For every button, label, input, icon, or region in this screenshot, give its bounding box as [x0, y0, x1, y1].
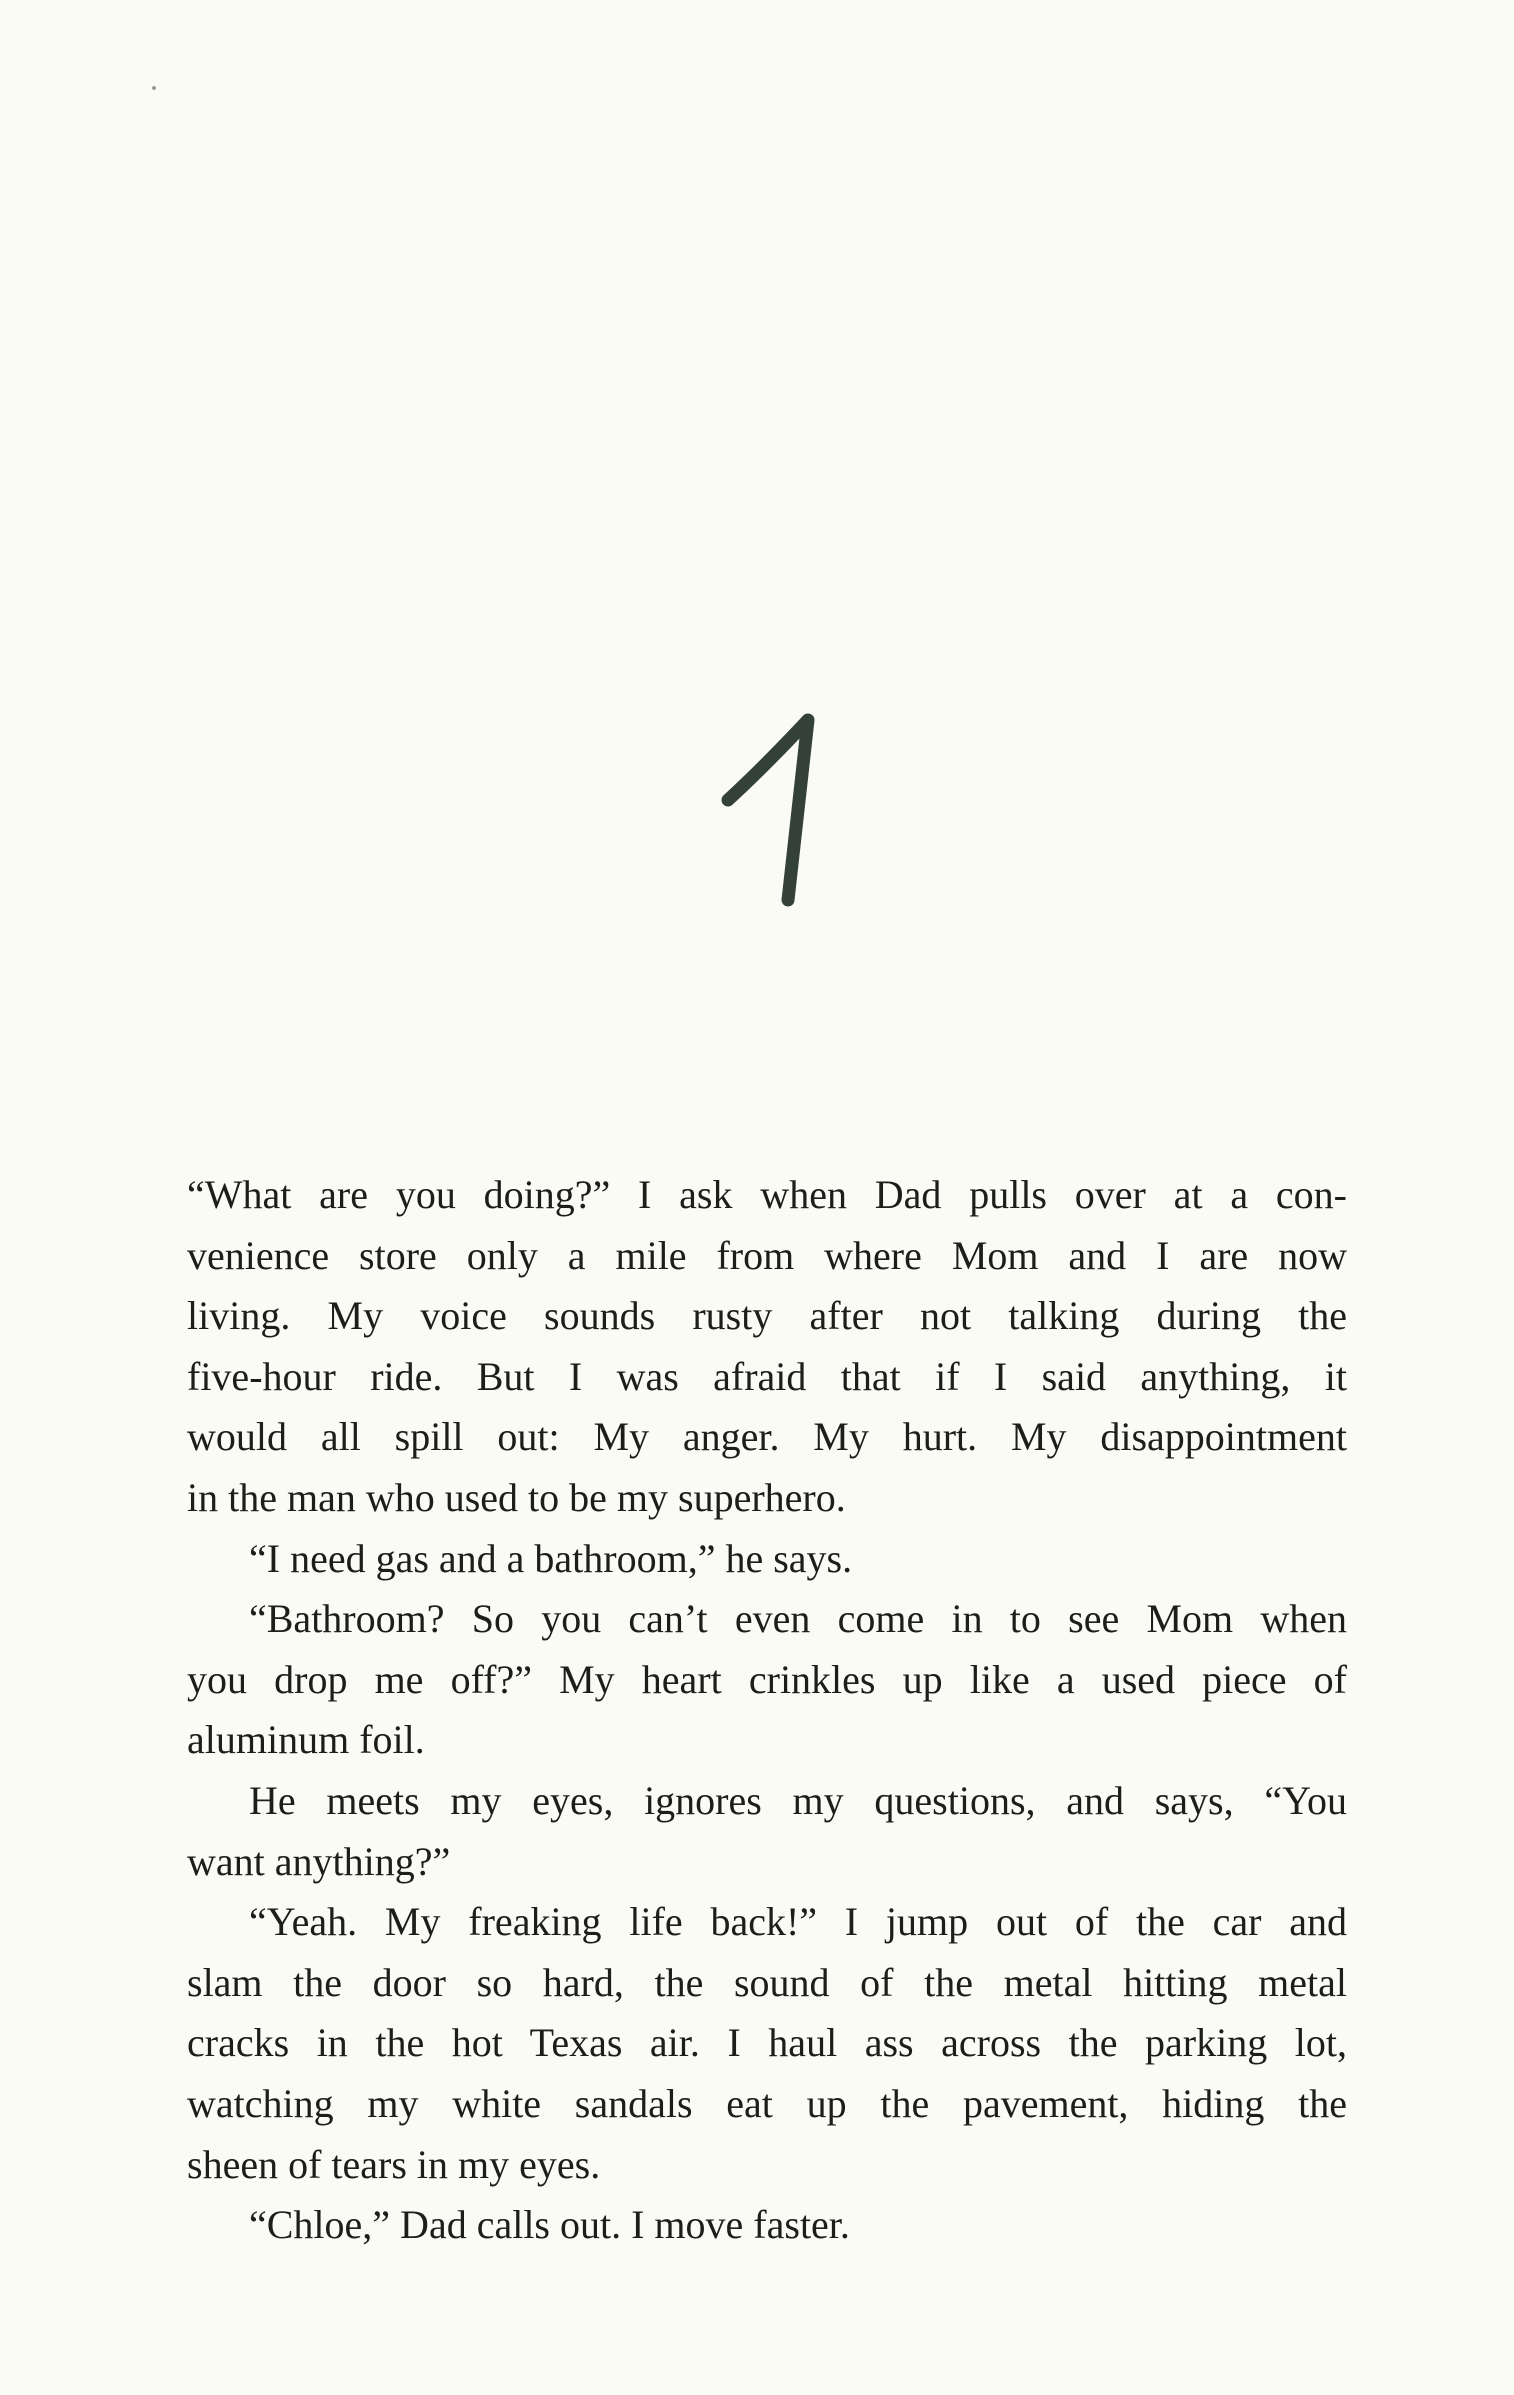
- chapter-number: [700, 700, 840, 920]
- text-line: you drop me off?” My heart crinkles up like a used piece of: [187, 1656, 1347, 1702]
- text-line: aluminum foil.: [187, 1717, 425, 1763]
- text-line: sheen of tears in my eyes.: [187, 2141, 601, 2187]
- text-line: in the man who used to be my superhero.: [187, 1474, 846, 1520]
- text-line: slam the door so hard, the sound of the metal hitting metal: [187, 1959, 1347, 2005]
- text-line: want anything?”: [187, 1838, 451, 1884]
- scan-speck: [152, 86, 156, 90]
- text-line: “Bathroom? So you can’t even come in to see Mom when: [249, 1596, 1347, 1642]
- text-line: He meets my eyes, ignores my questions, and says, “You: [249, 1777, 1347, 1823]
- text-line: venience store only a mile from where Mom and I are now: [187, 1232, 1347, 1278]
- text-line: “Yeah. My freaking life back!” I jump out of the car and: [249, 1899, 1347, 1945]
- text-line: five-hour ride. But I was afraid that if I said anything, it: [187, 1353, 1347, 1399]
- text-line: cracks in the hot Texas air. I haul ass across the parking lot,: [187, 2020, 1347, 2066]
- text-line: “What are you doing?” I ask when Dad pulls over at a con-: [187, 1172, 1347, 1217]
- text-line: living. My voice sounds rusty after not talking during the: [187, 1293, 1347, 1339]
- text-line: watching my white sandals eat up the pavement, hiding the: [187, 2080, 1347, 2126]
- text-line: “I need gas and a bathroom,” he says.: [249, 1535, 853, 1581]
- chapter-body-text: [187, 1165, 1347, 2256]
- text-line: “Chloe,” Dad calls out. I move faster.: [249, 2202, 850, 2248]
- chapter-number-glyph: [700, 700, 840, 920]
- text-line: would all spill out: My anger. My hurt. My disappointment: [187, 1414, 1347, 1460]
